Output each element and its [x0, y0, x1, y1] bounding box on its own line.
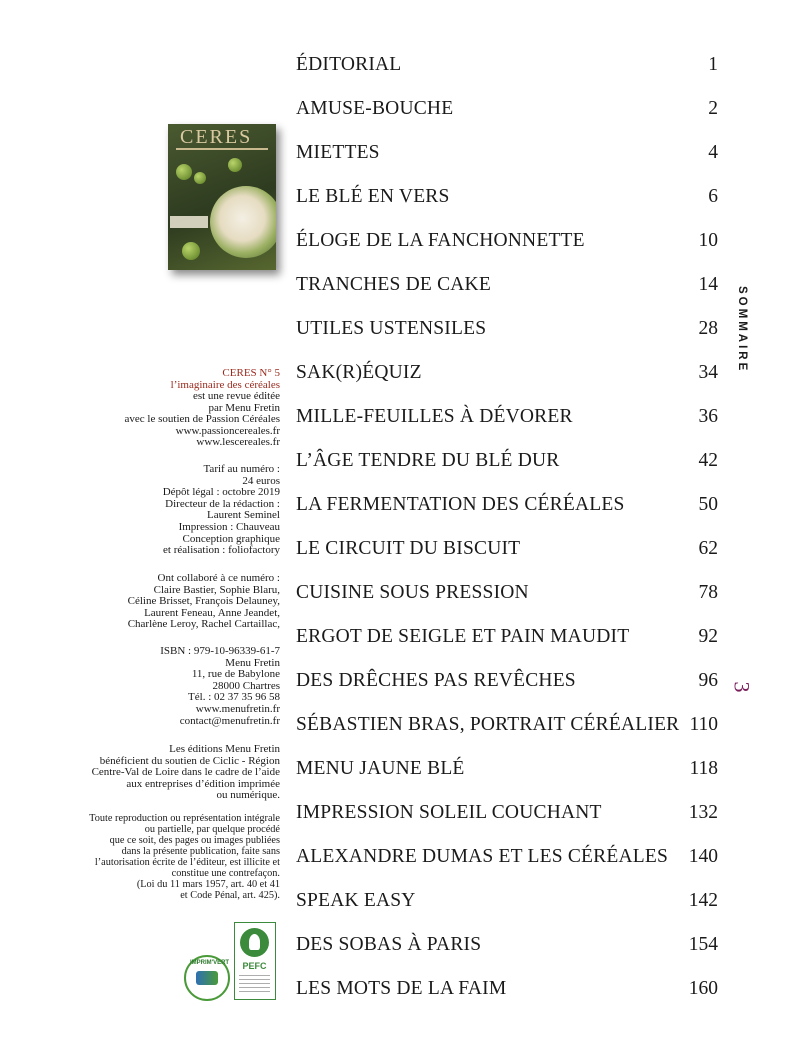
table-of-contents	[296, 52, 718, 1020]
toc-entry-title: TRANCHES DE CAKE	[296, 274, 491, 295]
colophon-contact	[60, 646, 280, 727]
colophon-line: Tél. : 02 37 35 96 58	[188, 691, 280, 704]
toc-entry-page: 142	[688, 890, 718, 911]
colophon-line: Claire Bastier, Sophie Blaru,	[153, 583, 280, 596]
pefc-tree-icon	[240, 928, 269, 957]
toc-entry	[296, 580, 718, 624]
toc-entry-title: LA FERMENTATION DES CÉRÉALES	[296, 494, 625, 515]
colophon-line: Dépôt légal : octobre 2019	[162, 486, 280, 499]
colophon-line: l’autorisation écrite de l’éditeur, est illicite et	[94, 857, 280, 868]
cover-vegetable	[194, 172, 206, 184]
colophon-line: Tarif au numéro :	[203, 463, 280, 475]
toc-entry-title: LE BLÉ EN VERS	[296, 186, 450, 207]
toc-entry-title: SPEAK EASY	[296, 890, 416, 911]
toc-entry	[296, 536, 718, 580]
colophon-line: constitue une contrefaçon.	[171, 868, 280, 879]
imprim-vert-logo	[184, 955, 230, 1001]
colophon-tarif	[60, 464, 280, 557]
colophon-line: l’imaginaire des céréales	[170, 378, 280, 391]
toc-entry-page: 34	[698, 362, 718, 383]
toc-entry-title: SÉBASTIEN BRAS, PORTRAIT CÉRÉALIER	[296, 714, 680, 735]
toc-entry	[296, 888, 718, 932]
toc-entry-page: 42	[698, 450, 718, 471]
toc-entry-page: 36	[698, 406, 718, 427]
colophon-line: par Menu Fretin	[208, 401, 280, 414]
toc-entry-page: 154	[688, 934, 718, 955]
toc-entry-title: ÉLOGE DE LA FANCHONNETTE	[296, 230, 585, 251]
colophon-line: 24 euros	[242, 474, 280, 487]
colophon-line: www.passioncereales.fr	[175, 424, 280, 437]
cover-rule	[176, 148, 268, 150]
toc-entry	[296, 844, 718, 888]
toc-entry	[296, 404, 718, 448]
colophon-line: Centre-Val de Loire dans le cadre de l’aide	[91, 766, 280, 779]
toc-entry-title: DES SOBAS À PARIS	[296, 934, 482, 955]
colophon-line: Ont collaboré à ce numéro :	[157, 572, 280, 584]
toc-entry-title: ERGOT DE SEIGLE ET PAIN MAUDIT	[296, 626, 630, 647]
toc-entry-page: 6	[708, 186, 718, 207]
colophon-line: Directeur de la rédaction :	[165, 497, 280, 510]
toc-entry-page: 10	[698, 230, 718, 251]
colophon-line: est une revue éditée	[192, 390, 280, 402]
toc-entry-page: 160	[688, 978, 718, 999]
toc-entry	[296, 712, 718, 756]
toc-entry	[296, 976, 718, 1020]
colophon-line: Impression : Chauveau	[178, 520, 280, 533]
colophon-line: que ce soit, des pages ou images publiées	[109, 835, 280, 846]
pefc-label: PEFC	[242, 961, 267, 971]
colophon-line: www.lescereales.fr	[196, 436, 280, 449]
toc-entry	[296, 96, 718, 140]
toc-entry-page: 2	[708, 98, 718, 119]
colophon-line: 28000 Chartres	[212, 679, 280, 692]
toc-entry-title: L’ÂGE TENDRE DU BLÉ DUR	[296, 450, 560, 471]
toc-entry-title: AMUSE-BOUCHE	[296, 98, 454, 119]
page-number: 3	[729, 681, 755, 693]
toc-entry-title: UTILES USTENSILES	[296, 318, 487, 339]
toc-entry-title: ALEXANDRE DUMAS ET LES CÉRÉALES	[296, 846, 669, 867]
toc-entry-page: 140	[688, 846, 718, 867]
toc-entry-page: 62	[698, 538, 718, 559]
toc-entry-title: IMPRESSION SOLEIL COUCHANT	[296, 802, 602, 823]
colophon-line: ou partielle, par quelque procédé	[144, 824, 280, 835]
colophon-line: Céline Brisset, François Delauney,	[127, 595, 280, 608]
toc-entry-page: 78	[698, 582, 718, 603]
colophon-line: contact@menufretin.fr	[179, 714, 280, 727]
toc-entry	[296, 448, 718, 492]
toc-entry	[296, 140, 718, 184]
toc-entry-page: 132	[688, 802, 718, 823]
cover-vegetable	[182, 242, 200, 260]
toc-entry-title: LES MOTS DE LA FAIM	[296, 978, 507, 999]
colophon-line: Les éditions Menu Fretin	[169, 743, 280, 755]
colophon-line: Laurent Seminel	[206, 509, 280, 522]
toc-entry	[296, 932, 718, 976]
magazine-cover-image	[168, 124, 276, 270]
colophon-line: 11, rue de Babylone	[191, 668, 280, 681]
toc-entry-page: 4	[708, 142, 718, 163]
toc-entry-title: CUISINE SOUS PRESSION	[296, 582, 529, 603]
toc-entry-title: DES DRÊCHES PAS REVÊCHES	[296, 670, 576, 691]
toc-entry	[296, 624, 718, 668]
colophon-line: ou numérique.	[216, 789, 280, 802]
colophon-line: Conception graphique	[182, 532, 280, 545]
colophon-line: avec le soutien de Passion Céréales	[124, 413, 280, 426]
colophon-line: Toute reproduction ou représentation intégrale	[89, 813, 280, 824]
toc-entry-title: LE CIRCUIT DU BISCUIT	[296, 538, 521, 559]
colophon-line: Menu Fretin	[225, 656, 280, 669]
colophon-contributors	[60, 573, 280, 631]
toc-entry-title: ÉDITORIAL	[296, 54, 402, 75]
colophon-line: Laurent Feneau, Anne Jeandet,	[144, 606, 280, 619]
toc-entry-page: 92	[698, 626, 718, 647]
colophon-support	[60, 744, 280, 802]
toc-entry	[296, 272, 718, 316]
colophon-line: ISBN : 979-10-96339-61-7	[160, 645, 280, 657]
toc-entry	[296, 52, 718, 96]
toc-entry-page: 14	[698, 274, 718, 295]
colophon-line: www.menufretin.fr	[195, 702, 280, 715]
cover-vegetable	[228, 158, 242, 172]
toc-entry	[296, 184, 718, 228]
colophon-line: bénéficient du soutien de Ciclic - Région	[99, 754, 280, 767]
pefc-logo	[234, 922, 276, 1000]
colophon-intro	[60, 391, 280, 449]
toc-entry	[296, 360, 718, 404]
colophon-line: Charlène Leroy, Rachel Cartaillac,	[127, 618, 280, 631]
toc-entry	[296, 800, 718, 844]
toc-entry-title: MILLE-FEUILLES À DÉVORER	[296, 406, 573, 427]
colophon-line: et réalisation : foliofactory	[163, 544, 280, 557]
imprim-vert-label: IMPRIM'VERT	[190, 960, 230, 966]
colophon-line: dans la présente publication, faite sans	[121, 846, 280, 857]
section-label: SOMMAIRE	[736, 286, 748, 374]
toc-entry-title: MENU JAUNE BLÉ	[296, 758, 465, 779]
toc-entry-page: 110	[689, 714, 718, 735]
colophon-line: CERES N° 5	[222, 367, 280, 379]
toc-entry-title: MIETTES	[296, 142, 380, 163]
cover-plate-illustration	[210, 186, 276, 258]
toc-entry	[296, 492, 718, 536]
colophon-title	[60, 368, 280, 391]
toc-entry	[296, 756, 718, 800]
imprim-vert-emblem	[196, 971, 218, 985]
toc-entry-page: 96	[698, 670, 718, 691]
toc-entry	[296, 228, 718, 272]
cover-caption-block	[170, 216, 208, 228]
toc-entry-page: 28	[698, 318, 718, 339]
toc-entry-page: 118	[689, 758, 718, 779]
pefc-fine-print	[239, 975, 270, 993]
cover-vegetable	[176, 164, 192, 180]
colophon-line: (Loi du 11 mars 1957, art. 40 et 41	[136, 879, 280, 890]
colophon-line: et Code Pénal, art. 425).	[180, 890, 280, 901]
toc-entry	[296, 668, 718, 712]
toc-entry	[296, 316, 718, 360]
toc-entry-title: SAK(R)ÉQUIZ	[296, 362, 422, 383]
cover-masthead: CERES	[180, 126, 253, 148]
toc-entry-page: 50	[698, 494, 718, 515]
colophon-legal	[60, 813, 280, 901]
toc-entry-page: 1	[708, 54, 718, 75]
colophon-line: aux entreprises d’édition imprimée	[126, 777, 280, 790]
